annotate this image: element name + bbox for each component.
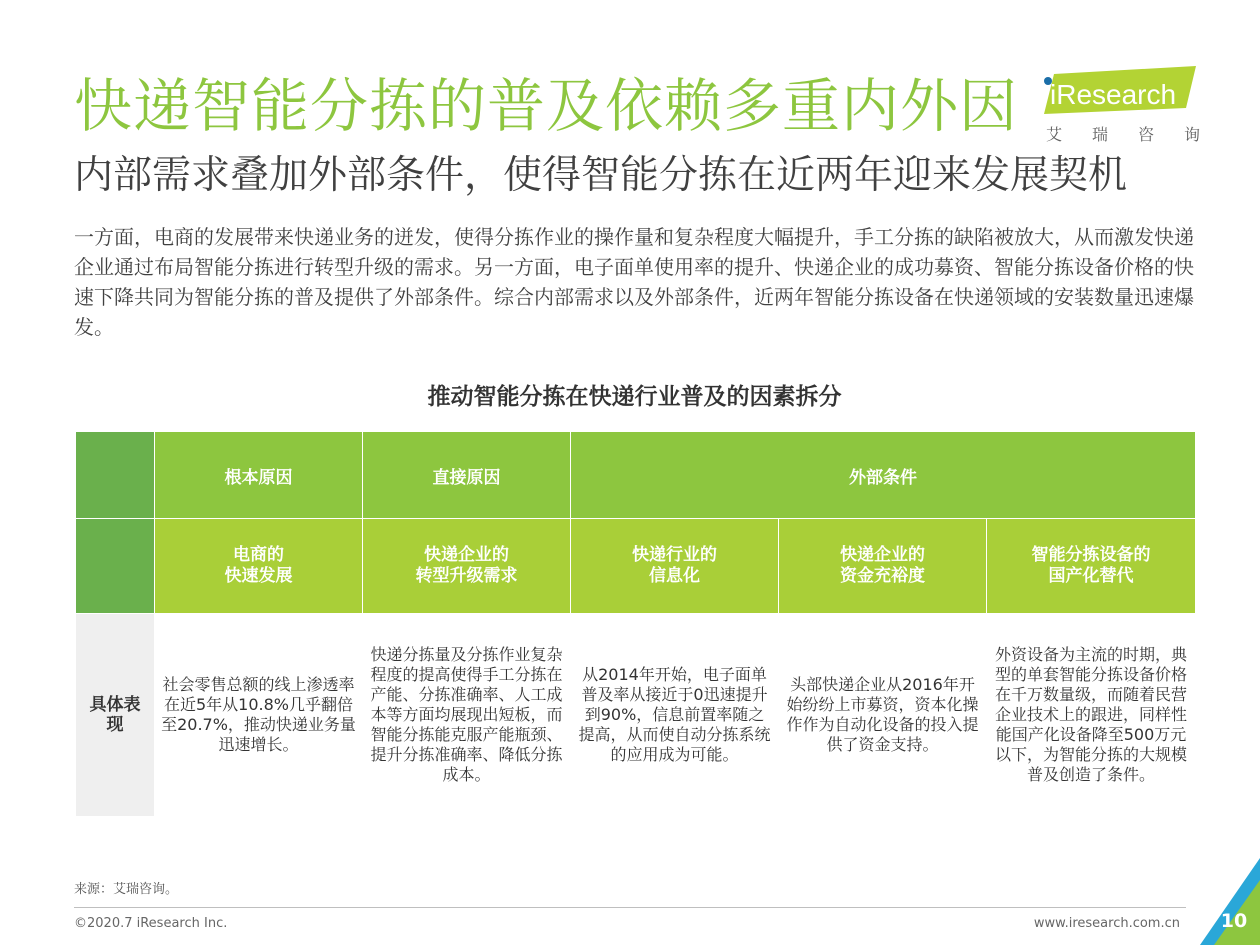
factor-cell <box>987 519 1196 614</box>
factor-line: 信息化 <box>649 566 700 586</box>
table-header-row <box>76 432 1196 519</box>
group-root-cause: 根本原因 <box>155 432 363 519</box>
factor-line: 快递行业的 <box>632 545 717 565</box>
factor-line: 快速发展 <box>224 566 293 586</box>
factor-cell <box>363 519 571 614</box>
detail-cell: 快递分拣量及分拣作业复杂程度的提高使得手工分拣在产能、分拣准确率、人工成本等方面均展现出短板，而智能分拣能克服产能瓶颈、提升分拣准确率、降低分拣成本。 <box>363 614 571 817</box>
factor-line: 快递企业的 <box>424 545 509 565</box>
page-subtitle: 内部需求叠加外部条件，使得智能分拣在近两年迎来发展契机 <box>74 153 1128 198</box>
page-number: 10 <box>1220 910 1248 932</box>
logo-cn-char: 艾 <box>1046 125 1063 144</box>
logo-cn-text <box>1046 122 1200 145</box>
iresearch-logo <box>1040 64 1200 144</box>
table-corner-cell <box>76 519 155 614</box>
website-link: www.iresearch.com.cn <box>1033 916 1180 931</box>
source-note: 来源：艾瑞咨询。 <box>74 882 179 897</box>
detail-cell: 外资设备为主流的时期，典型的单套智能分拣设备价格在千万数量级，而随着民营企业技术上的跟进，同样性能国产化设备降至500万元以下，为智能分拣的大规模普及创造了条件。 <box>987 614 1196 817</box>
factor-line: 电商的 <box>233 545 284 565</box>
logo-cn-char: 咨 <box>1137 125 1154 144</box>
detail-cell: 头部快递企业从2016年开始纷纷上市募资，资本化操作作为自动化设备的投入提供了资金支持。 <box>779 614 987 817</box>
factor-line: 转型升级需求 <box>415 566 518 586</box>
table-corner-cell <box>76 432 155 519</box>
factor-line: 智能分拣设备的 <box>1031 545 1151 565</box>
logo-cn-char: 瑞 <box>1091 125 1108 144</box>
group-external-conditions: 外部条件 <box>571 432 1196 519</box>
table-factor-row <box>76 519 1196 614</box>
factor-line: 快递企业的 <box>840 545 925 565</box>
footer-divider <box>74 907 1186 908</box>
detail-cell: 从2014年开始，电子面单普及率从接近于0迅速提升到90%，信息前置率随之提高，从而使自动分拣系统的应用成为可能。 <box>571 614 779 817</box>
factor-table <box>75 431 1196 817</box>
factor-cell <box>571 519 779 614</box>
intro-paragraph: 一方面，电商的发展带来快递业务的迸发，使得分拣作业的操作量和复杂程度大幅提升，手工分拣的缺陷被放大，从而激发快递企业通过布局智能分拣进行转型升级的需求。另一方面，电子面单使用率的提升、快递企业的成功募资、智能分拣设备价格的快速下降共同为智能分拣的普及提供了外部条件。综合内部需求以及外部条件，近两年智能分拣设备在快递领域的安装数量迅速爆发。 <box>74 225 1194 339</box>
factor-line: 资金充裕度 <box>840 566 925 586</box>
logo-cn-char: 询 <box>1183 125 1200 144</box>
page-title: 快递智能分拣的普及依赖多重内外因 <box>74 72 1019 140</box>
group-direct-cause: 直接原因 <box>363 432 571 519</box>
copyright: ©2020.7 iResearch Inc. <box>74 916 228 931</box>
factor-cell <box>779 519 987 614</box>
row-label: 具体表现 <box>76 614 155 817</box>
detail-cell: 社会零售总额的线上渗透率在近5年从10.8%几乎翻倍至20.7%，推动快递业务量迅速增长。 <box>155 614 363 817</box>
factor-line: 国产化替代 <box>1048 566 1134 586</box>
table-detail-row <box>76 614 1196 817</box>
table-title: 推动智能分拣在快递行业普及的因素拆分 <box>427 384 842 410</box>
factor-cell <box>155 519 363 614</box>
logo-brand-text: iResearch <box>1050 79 1177 110</box>
